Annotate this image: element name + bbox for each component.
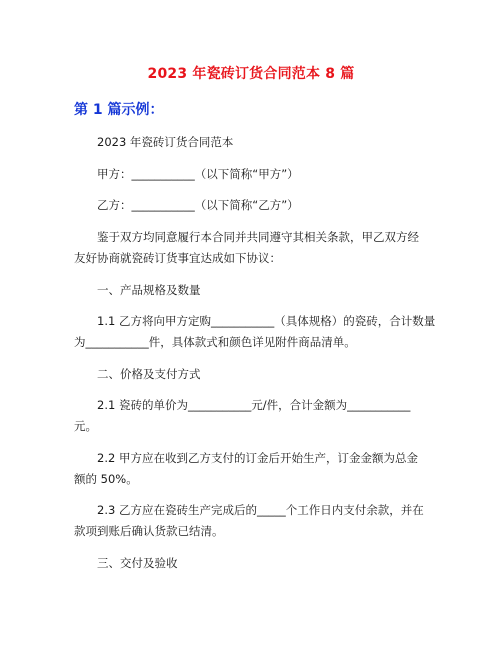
document-title: 2023 年瓷砖订货合同范本 8 篇: [147, 66, 355, 82]
clause-2-3-line-1: 2.3 乙方应在瓷砖生产完成后的_____个工作日内支付余款，并在: [97, 503, 424, 517]
clause-2-1-line-1: 2.1 瓷砖的单价为___________元/件，合计金额为___________: [97, 398, 411, 412]
heading-product-spec: 一、产品规格及数量: [97, 283, 201, 297]
clause-2-3-line-2: 款项到账后确认货款已结清。: [74, 524, 224, 538]
preamble-line-2: 友好协商就瓷砖订货事宜达成如下协议：: [74, 251, 281, 265]
clause-2-2-line-1: 2.2 甲方应在收到乙方支付的订金后开始生产，订金金额为总金: [97, 451, 418, 465]
heading-price-payment: 二、价格及支付方式: [97, 367, 201, 381]
clause-1-1-line-1: 1.1 乙方将向甲方定购___________（具体规格）的瓷砖，合计数量: [97, 314, 436, 328]
party-a-line: 甲方：___________（以下简称“甲方”）: [97, 167, 299, 181]
clause-2-2-line-2: 额的 50%。: [74, 472, 138, 486]
section-heading: 第 1 篇示例：: [74, 102, 164, 118]
clause-1-1-line-2: 为___________件，具体款式和颜色详见附件商品清单。: [74, 335, 356, 349]
heading-delivery-acceptance: 三、交付及验收: [97, 556, 178, 570]
contract-name-line: 2023 年瓷砖订货合同范本: [97, 135, 234, 149]
party-b-line: 乙方：___________（以下简称“乙方”）: [97, 198, 299, 212]
preamble-line-1: 鉴于双方均同意履行本合同并共同遵守其相关条款，甲乙双方经: [97, 230, 419, 244]
clause-2-1-line-2: 元。: [74, 419, 97, 433]
